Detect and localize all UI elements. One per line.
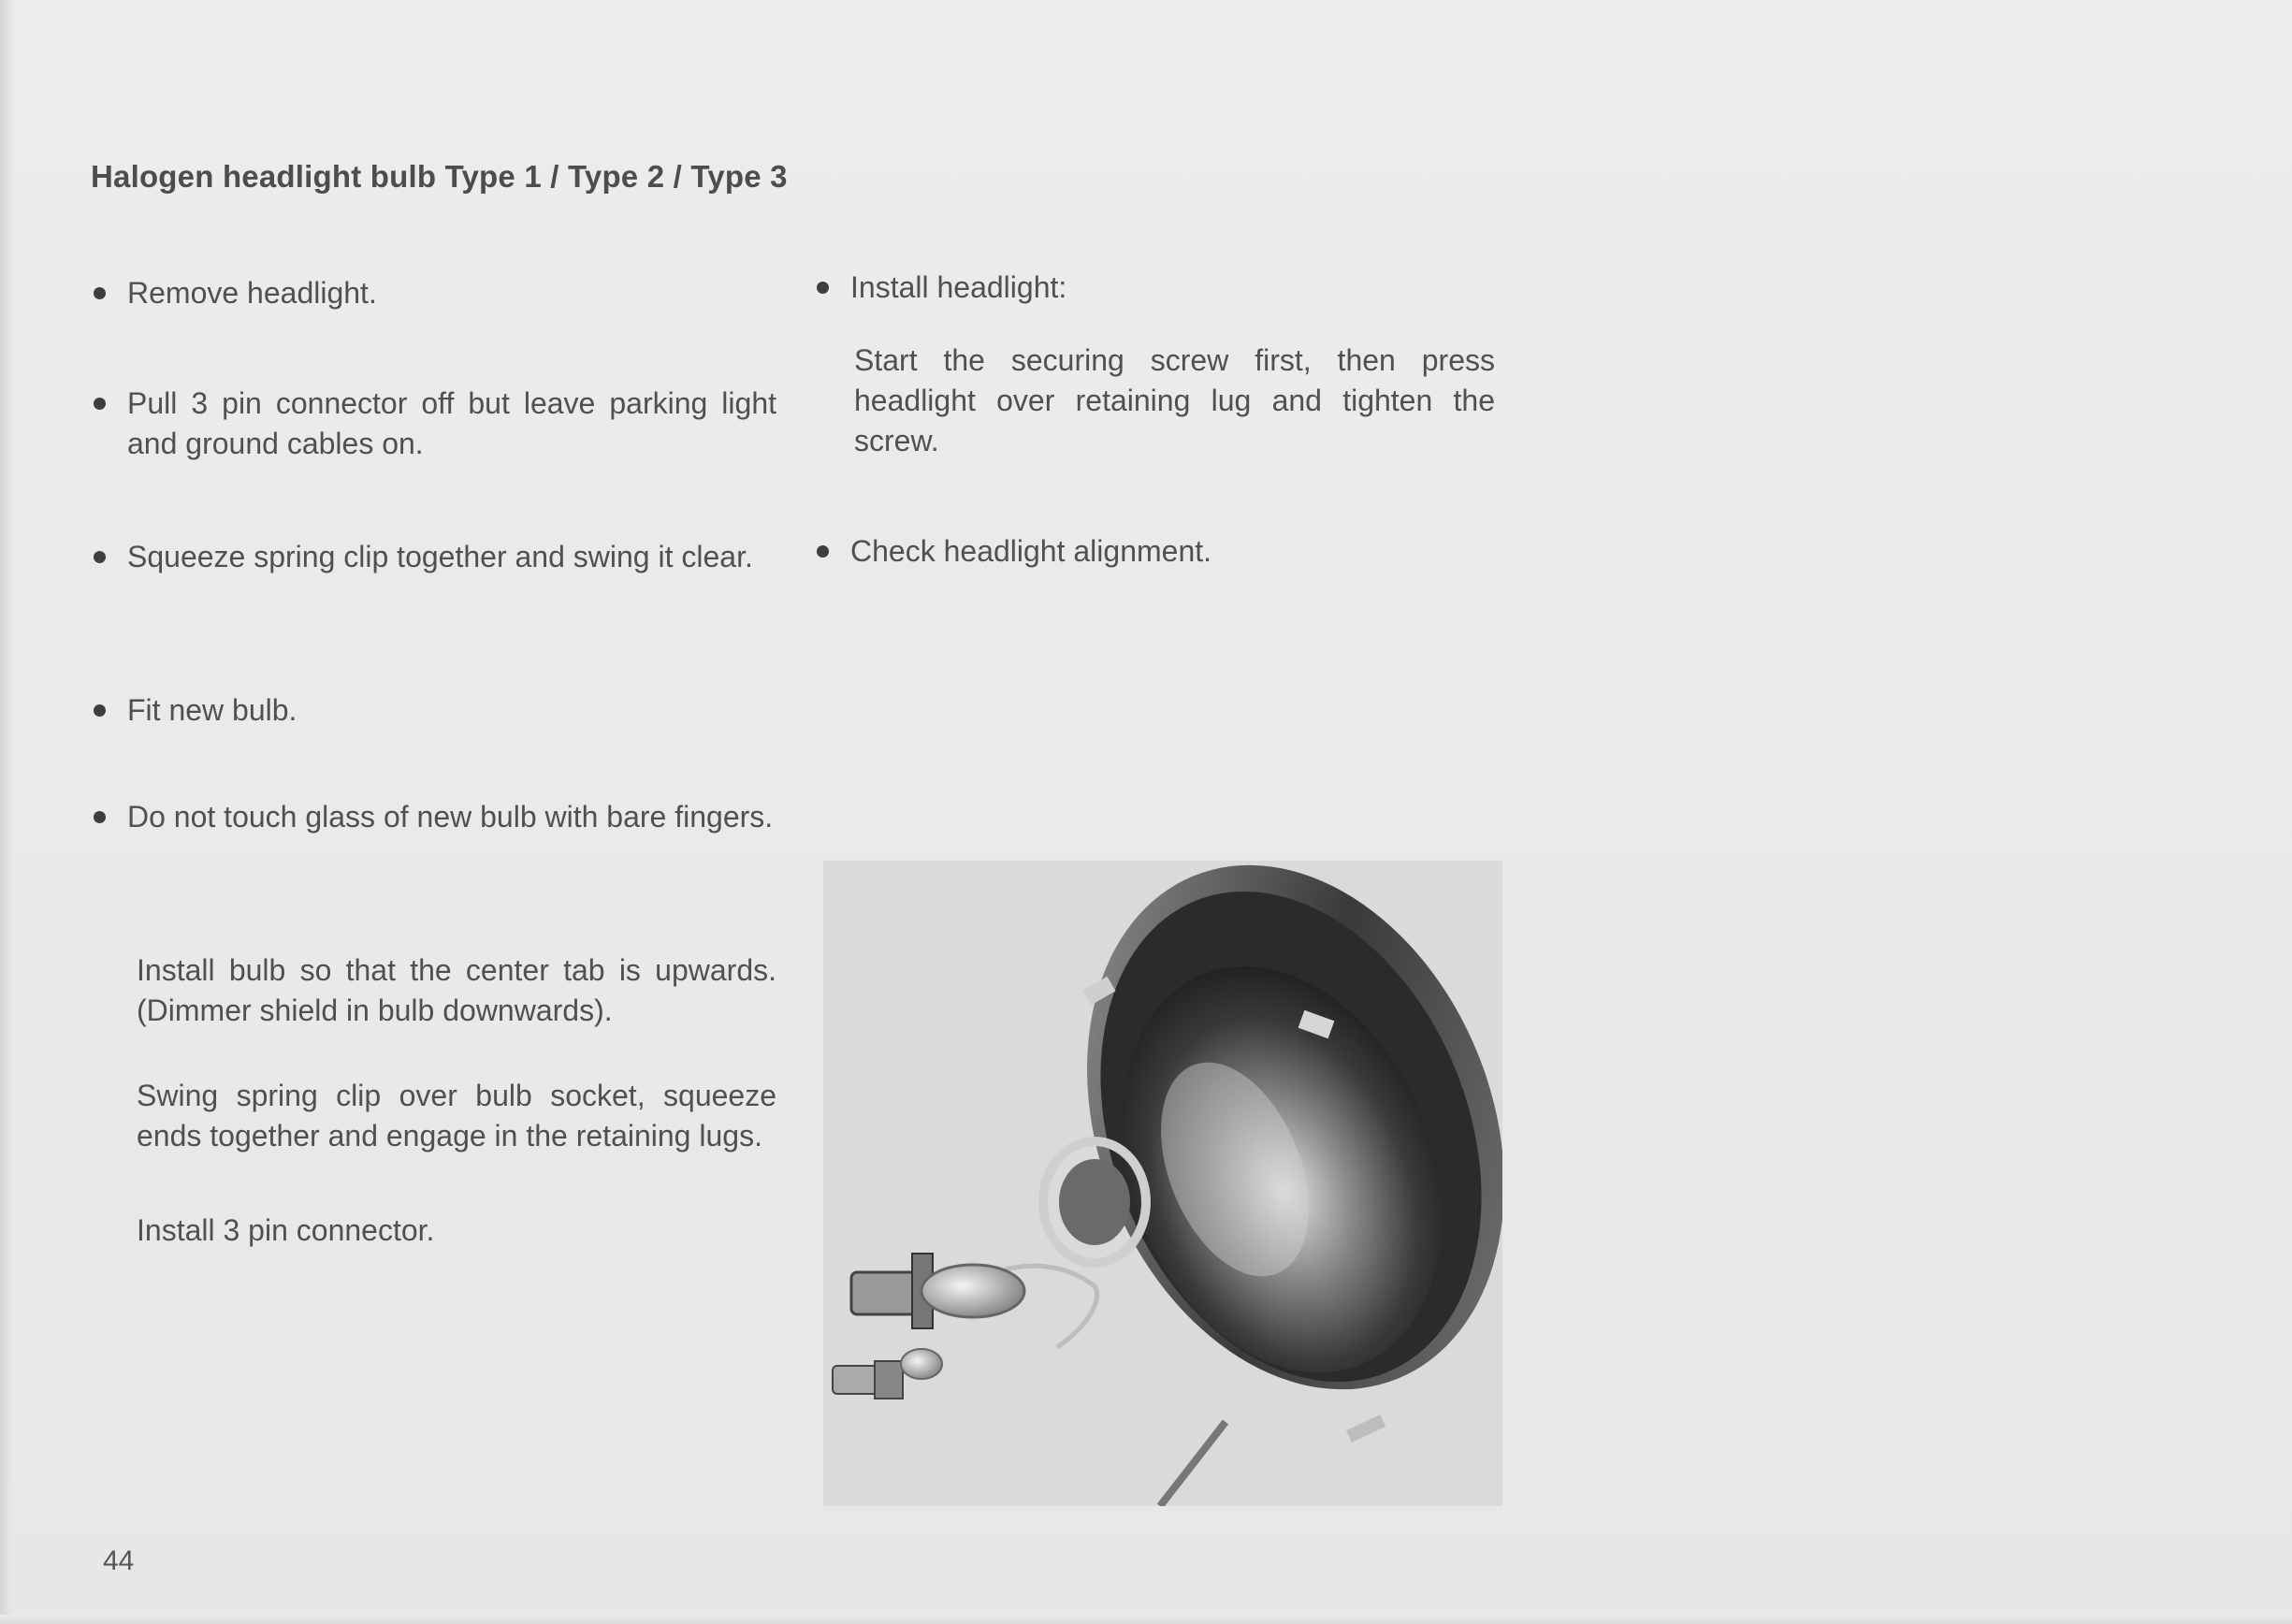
step-text: Do not touch glass of new bulb with bare fingers. — [127, 800, 774, 834]
step-text: Squeeze spring clip together and swing it clear. — [127, 540, 753, 573]
step-text: Fit new bulb. — [127, 693, 297, 727]
step-install-headlight — [817, 268, 1495, 308]
step-fit-bulb — [94, 690, 776, 731]
bullet-icon — [94, 287, 106, 299]
bullet-icon — [94, 811, 106, 823]
step-check-alignment — [817, 531, 1495, 572]
step-text: Pull 3 pin connector off but leave parking light and ground cables on. — [127, 386, 776, 460]
step-text: Remove headlight. — [127, 276, 377, 310]
note-spring-clip: Swing spring clip over bulb socket, squeeze ends together and engage in the retaining lugs. — [137, 1079, 776, 1153]
headlight-reflector-icon — [823, 861, 1502, 1506]
bullet-icon — [94, 704, 106, 717]
page-spine — [0, 0, 13, 1624]
bullet-icon — [94, 551, 106, 563]
headlight-photo — [823, 861, 1502, 1506]
step-text: Install headlight: — [850, 270, 1067, 304]
note-install-bulb: Install bulb so that the center tab is upwards. (Dimmer shield in bulb downwards). — [137, 953, 776, 1027]
page-title: Halogen headlight bulb Type 1 / Type 2 / Type 3 — [91, 159, 788, 194]
page-bottom-edge — [0, 1615, 2292, 1624]
step-do-not-touch — [94, 797, 776, 837]
bullet-icon — [817, 545, 829, 558]
page-number: 44 — [103, 1545, 135, 1576]
bullet-icon — [817, 282, 829, 294]
step-pull-connector — [94, 384, 776, 464]
note-securing-screw: Start the securing screw first, then press headlight over retaining lug and tighten the screw. — [854, 343, 1495, 457]
step-text: Check headlight alignment. — [850, 534, 1212, 568]
step-squeeze-clip — [94, 537, 776, 577]
note-install-connector: Install 3 pin connector. — [137, 1213, 435, 1247]
step-remove-headlight — [94, 273, 776, 313]
bullet-icon — [94, 398, 106, 410]
